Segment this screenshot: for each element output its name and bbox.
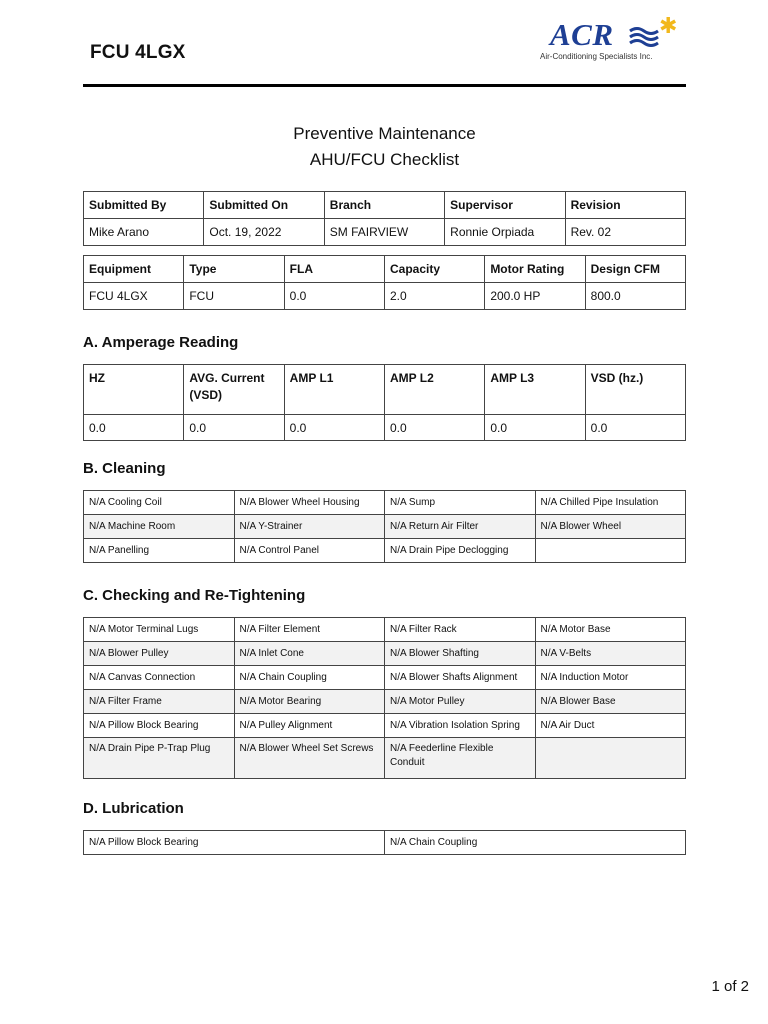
checklist-cell: N/A Sump: [385, 491, 536, 515]
value-cell: Ronnie Orpiada: [445, 219, 565, 246]
checklist-cell: N/A Motor Base: [535, 618, 686, 642]
page-number: 1 of 2: [711, 978, 749, 995]
checklist-cell: [535, 539, 686, 563]
company-logo: [538, 13, 678, 67]
value-cell: SM FAIRVIEW: [324, 219, 444, 246]
cleaning-table: [83, 490, 686, 563]
checklist-cell: N/A Air Duct: [535, 714, 686, 738]
value-cell: FCU: [184, 283, 284, 310]
header-cell: Equipment: [84, 256, 184, 283]
checklist-cell: N/A Panelling: [84, 539, 235, 563]
header-cell: Supervisor: [445, 192, 565, 219]
document-title: [83, 121, 686, 173]
checklist-cell: N/A Machine Room: [84, 515, 235, 539]
checklist-cell: N/A Motor Bearing: [234, 690, 385, 714]
header-cell: AMP L1: [284, 365, 384, 415]
section-heading-amperage: A. Amperage Reading: [83, 334, 239, 351]
table-header-row: [84, 192, 686, 219]
section-heading-checking: C. Checking and Re-Tightening: [83, 587, 306, 604]
header-cell: FLA: [284, 256, 384, 283]
header-cell: Design CFM: [585, 256, 685, 283]
table-row: [84, 283, 686, 310]
checklist-cell: N/A Motor Terminal Lugs: [84, 618, 235, 642]
checklist-cell: N/A Inlet Cone: [234, 642, 385, 666]
checklist-cell: N/A Pillow Block Bearing: [84, 831, 385, 855]
checklist-cell: N/A Control Panel: [234, 539, 385, 563]
checklist-cell: N/A Filter Frame: [84, 690, 235, 714]
table-header-row: [84, 365, 686, 415]
value-cell: Mike Arano: [84, 219, 204, 246]
checklist-cell: N/A Blower Base: [535, 690, 686, 714]
value-cell: 0.0: [284, 283, 384, 310]
checklist-cell: N/A Blower Shafts Alignment: [385, 666, 536, 690]
table-row: [84, 415, 686, 441]
table-row: [84, 714, 686, 738]
table-row: [84, 831, 686, 855]
value-cell: 0.0: [184, 415, 284, 441]
checklist-cell: N/A Canvas Connection: [84, 666, 235, 690]
checklist-cell: N/A Blower Wheel: [535, 515, 686, 539]
checklist-cell: N/A Feederline Flexible Conduit: [385, 738, 536, 779]
value-cell: 2.0: [384, 283, 484, 310]
checklist-cell: N/A Filter Rack: [385, 618, 536, 642]
logo-wordmark: ACR: [550, 17, 614, 52]
table-row: [84, 690, 686, 714]
header-cell: Revision: [565, 192, 685, 219]
checklist-cell: N/A Chain Coupling: [234, 666, 385, 690]
header-cell: Submitted On: [204, 192, 324, 219]
table-row: [84, 618, 686, 642]
section-heading-lubrication: D. Lubrication: [83, 800, 184, 817]
equipment-title: FCU 4LGX: [90, 42, 186, 63]
value-cell: 800.0: [585, 283, 685, 310]
logo-tagline: Air-Conditioning Specialists Inc.: [540, 52, 653, 61]
checklist-cell: N/A Chilled Pipe Insulation: [535, 491, 686, 515]
header-cell: AVG. Current (VSD): [184, 365, 284, 415]
value-cell: 0.0: [384, 415, 484, 441]
header-divider: [83, 84, 686, 87]
checklist-cell: N/A Blower Shafting: [385, 642, 536, 666]
table-row: [84, 515, 686, 539]
header-cell: AMP L2: [384, 365, 484, 415]
header-cell: HZ: [84, 365, 184, 415]
value-cell: FCU 4LGX: [84, 283, 184, 310]
table-row: [84, 219, 686, 246]
checklist-cell: N/A Blower Wheel Set Screws: [234, 738, 385, 779]
header-cell: Branch: [324, 192, 444, 219]
header-cell: Type: [184, 256, 284, 283]
lubrication-table: [83, 830, 686, 855]
checklist-cell: N/A Blower Pulley: [84, 642, 235, 666]
amperage-table: [83, 364, 686, 441]
equipment-info-table: [83, 255, 686, 310]
header-cell: Motor Rating: [485, 256, 585, 283]
checklist-cell: [535, 738, 686, 779]
checklist-cell: N/A Drain Pipe Declogging: [385, 539, 536, 563]
table-row: [84, 666, 686, 690]
header-cell: Capacity: [384, 256, 484, 283]
checklist-cell: N/A Motor Pulley: [385, 690, 536, 714]
checking-table: [83, 617, 686, 779]
logo-waves-icon: [629, 26, 659, 48]
table-header-row: [84, 256, 686, 283]
checklist-cell: N/A Pulley Alignment: [234, 714, 385, 738]
value-cell: 0.0: [585, 415, 685, 441]
checklist-cell: N/A Y-Strainer: [234, 515, 385, 539]
value-cell: 200.0 HP: [485, 283, 585, 310]
checklist-cell: N/A V-Belts: [535, 642, 686, 666]
value-cell: 0.0: [84, 415, 184, 441]
submission-info-table: [83, 191, 686, 246]
checklist-cell: N/A Cooling Coil: [84, 491, 235, 515]
checklist-cell: N/A Induction Motor: [535, 666, 686, 690]
checklist-cell: N/A Chain Coupling: [385, 831, 686, 855]
checklist-cell: N/A Drain Pipe P-Trap Plug: [84, 738, 235, 779]
value-cell: 0.0: [284, 415, 384, 441]
checklist-cell: N/A Blower Wheel Housing: [234, 491, 385, 515]
checklist-cell: N/A Return Air Filter: [385, 515, 536, 539]
table-row: [84, 539, 686, 563]
table-row: [84, 642, 686, 666]
document-title-line2: AHU/FCU Checklist: [309, 150, 460, 169]
header-cell: AMP L3: [485, 365, 585, 415]
table-row: [84, 738, 686, 779]
checklist-cell: N/A Filter Element: [234, 618, 385, 642]
header-cell: VSD (hz.): [585, 365, 685, 415]
checklist-cell: N/A Vibration Isolation Spring: [385, 714, 536, 738]
document-title-line1: Preventive Maintenance: [293, 124, 476, 143]
value-cell: 0.0: [485, 415, 585, 441]
value-cell: Rev. 02: [565, 219, 685, 246]
checklist-cell: N/A Pillow Block Bearing: [84, 714, 235, 738]
section-heading-cleaning: B. Cleaning: [83, 460, 166, 477]
value-cell: Oct. 19, 2022: [204, 219, 324, 246]
logo-star-icon: ✱: [659, 13, 678, 38]
header-cell: Submitted By: [84, 192, 204, 219]
table-row: [84, 491, 686, 515]
